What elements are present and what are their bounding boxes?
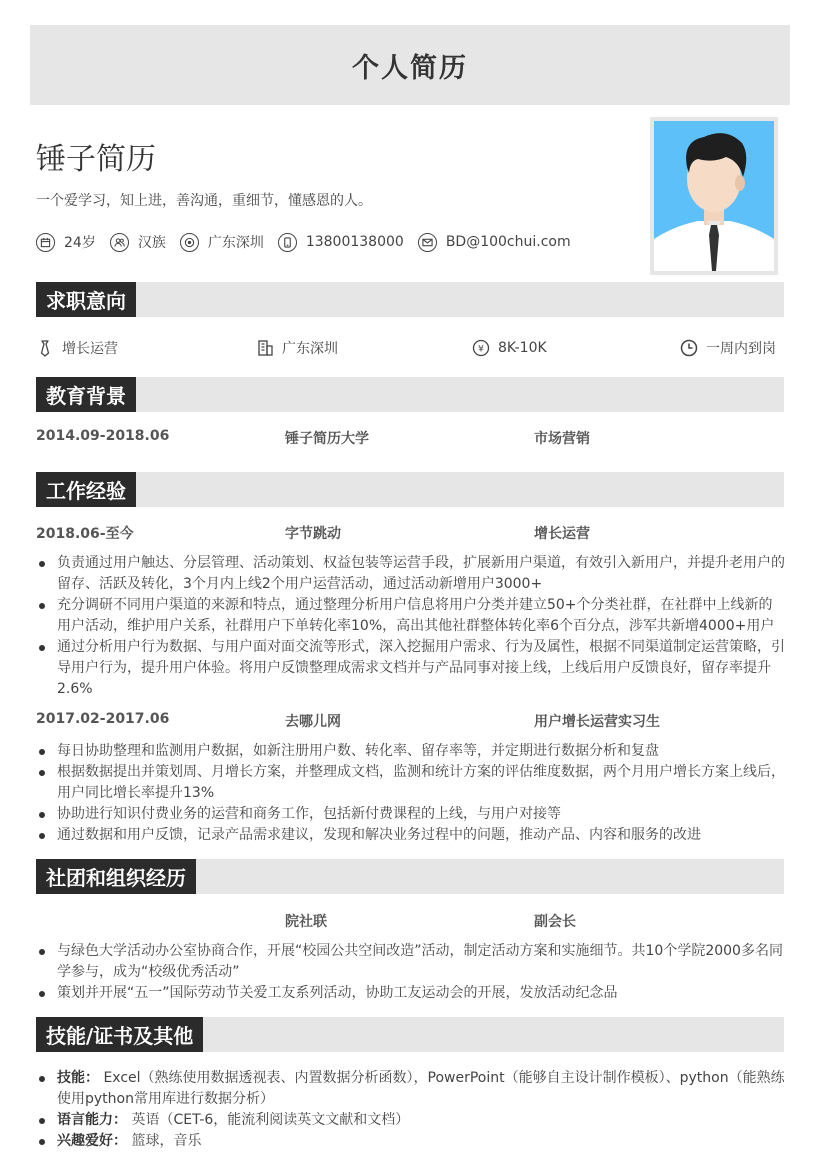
skill-label: 技能： bbox=[57, 1070, 99, 1086]
email-icon bbox=[418, 233, 437, 252]
list-item bbox=[36, 1131, 786, 1152]
people-icon bbox=[110, 233, 129, 252]
intent-position bbox=[36, 337, 118, 359]
education-major: 市场营销 bbox=[534, 431, 590, 447]
job-1-bullets bbox=[36, 553, 786, 700]
job-row-2 bbox=[36, 711, 784, 731]
resume-banner bbox=[30, 25, 790, 105]
building-icon bbox=[256, 339, 274, 357]
info-location bbox=[180, 232, 264, 252]
list-item: 与绿色大学活动办公室协商合作，开展“校园公共空间改造”活动，制定活动方案和实施细节。共10个学院2000多名同学参与，成为“校级优秀活动” bbox=[36, 941, 786, 983]
phone-icon bbox=[278, 233, 297, 252]
skill-text: 英语（CET-6，能流利阅读英文文献和文档） bbox=[131, 1112, 410, 1128]
intent-availability bbox=[680, 337, 776, 359]
section-header-intent bbox=[36, 282, 784, 317]
tie-icon bbox=[36, 339, 54, 357]
job-period: 2017.02-2017.06 bbox=[36, 711, 170, 727]
club-bullets bbox=[36, 941, 786, 1004]
clock-icon bbox=[680, 339, 698, 357]
list-item: 充分调研不同用户渠道的来源和特点，通过整理分析用户信息将用户分类并建立50+个分类社群，在社群中上线新的用户活动，维护用户关系，社群用户下单转化率10%，高出其他社群整体转化率6个百分点，涉军共新增4000+用户 bbox=[36, 595, 786, 637]
list-item: 每日协助整理和监测用户数据，如新注册用户数、转化率、留存率等，并定期进行数据分析和复盘 bbox=[36, 741, 786, 762]
info-ethnicity bbox=[110, 232, 166, 252]
avatar-illustration bbox=[654, 121, 774, 271]
intent-city bbox=[256, 337, 338, 359]
education-row bbox=[36, 428, 784, 448]
info-location-text: 广东深圳 bbox=[207, 235, 264, 251]
section-title-education: 教育背景 bbox=[36, 377, 136, 412]
svg-text:¥: ¥ bbox=[478, 344, 484, 355]
education-period: 2014.09-2018.06 bbox=[36, 428, 170, 444]
info-age-text: 24岁 bbox=[64, 235, 96, 251]
section-title-intent: 求职意向 bbox=[36, 282, 136, 317]
section-title-work: 工作经验 bbox=[36, 472, 136, 507]
list-item: 负责通过用户触达、分层管理、活动策划、权益包装等运营手段，扩展新用户渠道，有效引入新用户，并提升老用户的留存、活跃及转化，3个月内上线2个用户运营活动，通过活动新增用户3000+ bbox=[36, 553, 786, 595]
job-intent-row bbox=[36, 337, 784, 359]
skill-text: Excel（熟练使用数据透视表、内置数据分析函数），PowerPoint（能够自主设计制作模板）、python（能熟练使用python常用库进行数据分析） bbox=[57, 1070, 785, 1107]
job-2-bullets bbox=[36, 741, 786, 846]
section-header-education bbox=[36, 377, 784, 412]
list-item: 协助进行知识付费业务的运营和商务工作，包括新付费课程的上线，与用户对接等 bbox=[36, 804, 786, 825]
location-pin-icon bbox=[180, 233, 199, 252]
intent-salary-text: 8K-10K bbox=[498, 340, 547, 356]
info-age bbox=[36, 232, 96, 252]
job-company: 字节跳动 bbox=[285, 526, 341, 542]
list-item: 通过数据和用户反馈，记录产品需求建议，发现和解决业务过程中的问题，推动产品、内容和服务的改进 bbox=[36, 825, 786, 846]
list-item: 根据数据提出并策划周、月增长方案，并整理成文档，监测和统计方案的评估维度数据，两个月用户增长方案上线后，用户同比增长率提升13% bbox=[36, 762, 786, 804]
section-header-clubs bbox=[36, 859, 784, 894]
list-item: 通过分析用户行为数据、与用户面对面交流等形式，深入挖掘用户需求、行为及属性，根据不同渠道制定运营策略，引导用户行为，提升用户体验。将用户反馈整理成需求文档并与产品同事对接上线，上线后用户反馈良好，留存率提升2.6% bbox=[36, 637, 786, 700]
list-item: 策划并开展“五一”国际劳动节关爱工友系列活动，协助工友运动会的开展，发放活动纪念品 bbox=[36, 983, 786, 1004]
info-email bbox=[418, 233, 571, 252]
yuan-icon bbox=[472, 339, 490, 357]
info-email-text: BD@100chui.com bbox=[445, 234, 571, 250]
info-ethnicity-text: 汉族 bbox=[137, 235, 166, 251]
list-item bbox=[36, 1110, 786, 1131]
list-item bbox=[36, 1068, 786, 1110]
candidate-intro: 一个爱学习，知上进，善沟通，重细节，懂感恩的人。 bbox=[36, 193, 372, 209]
section-header-work bbox=[36, 472, 784, 507]
info-phone-text: 13800138000 bbox=[305, 234, 404, 250]
intent-position-text: 增长运营 bbox=[62, 341, 118, 357]
section-title-clubs: 社团和组织经历 bbox=[36, 859, 196, 894]
job-company: 去哪儿网 bbox=[285, 714, 341, 730]
contact-info-row bbox=[36, 231, 585, 253]
skills-bullets bbox=[36, 1068, 786, 1152]
profile-photo bbox=[650, 117, 778, 275]
intent-availability-text: 一周内到岗 bbox=[706, 341, 776, 357]
intent-salary bbox=[472, 337, 547, 359]
job-role: 增长运营 bbox=[534, 526, 590, 542]
section-title-skills: 技能/证书及其他 bbox=[36, 1017, 203, 1052]
info-phone bbox=[278, 233, 404, 252]
club-row bbox=[36, 911, 784, 931]
club-role: 副会长 bbox=[534, 914, 576, 930]
education-school: 锤子简历大学 bbox=[285, 431, 369, 447]
skill-label: 兴趣爱好： bbox=[57, 1133, 127, 1149]
section-header-skills bbox=[36, 1017, 784, 1052]
club-org: 院社联 bbox=[285, 914, 327, 930]
job-row-1 bbox=[36, 523, 784, 543]
job-period: 2018.06-至今 bbox=[36, 526, 134, 542]
candidate-name: 锤子简历 bbox=[36, 142, 156, 177]
intent-city-text: 广东深圳 bbox=[282, 341, 338, 357]
calendar-icon bbox=[36, 233, 55, 252]
page-title: 个人简历 bbox=[352, 52, 468, 84]
skill-label: 语言能力： bbox=[57, 1112, 127, 1128]
job-role: 用户增长运营实习生 bbox=[534, 714, 660, 730]
skill-text: 篮球，音乐 bbox=[131, 1133, 202, 1149]
